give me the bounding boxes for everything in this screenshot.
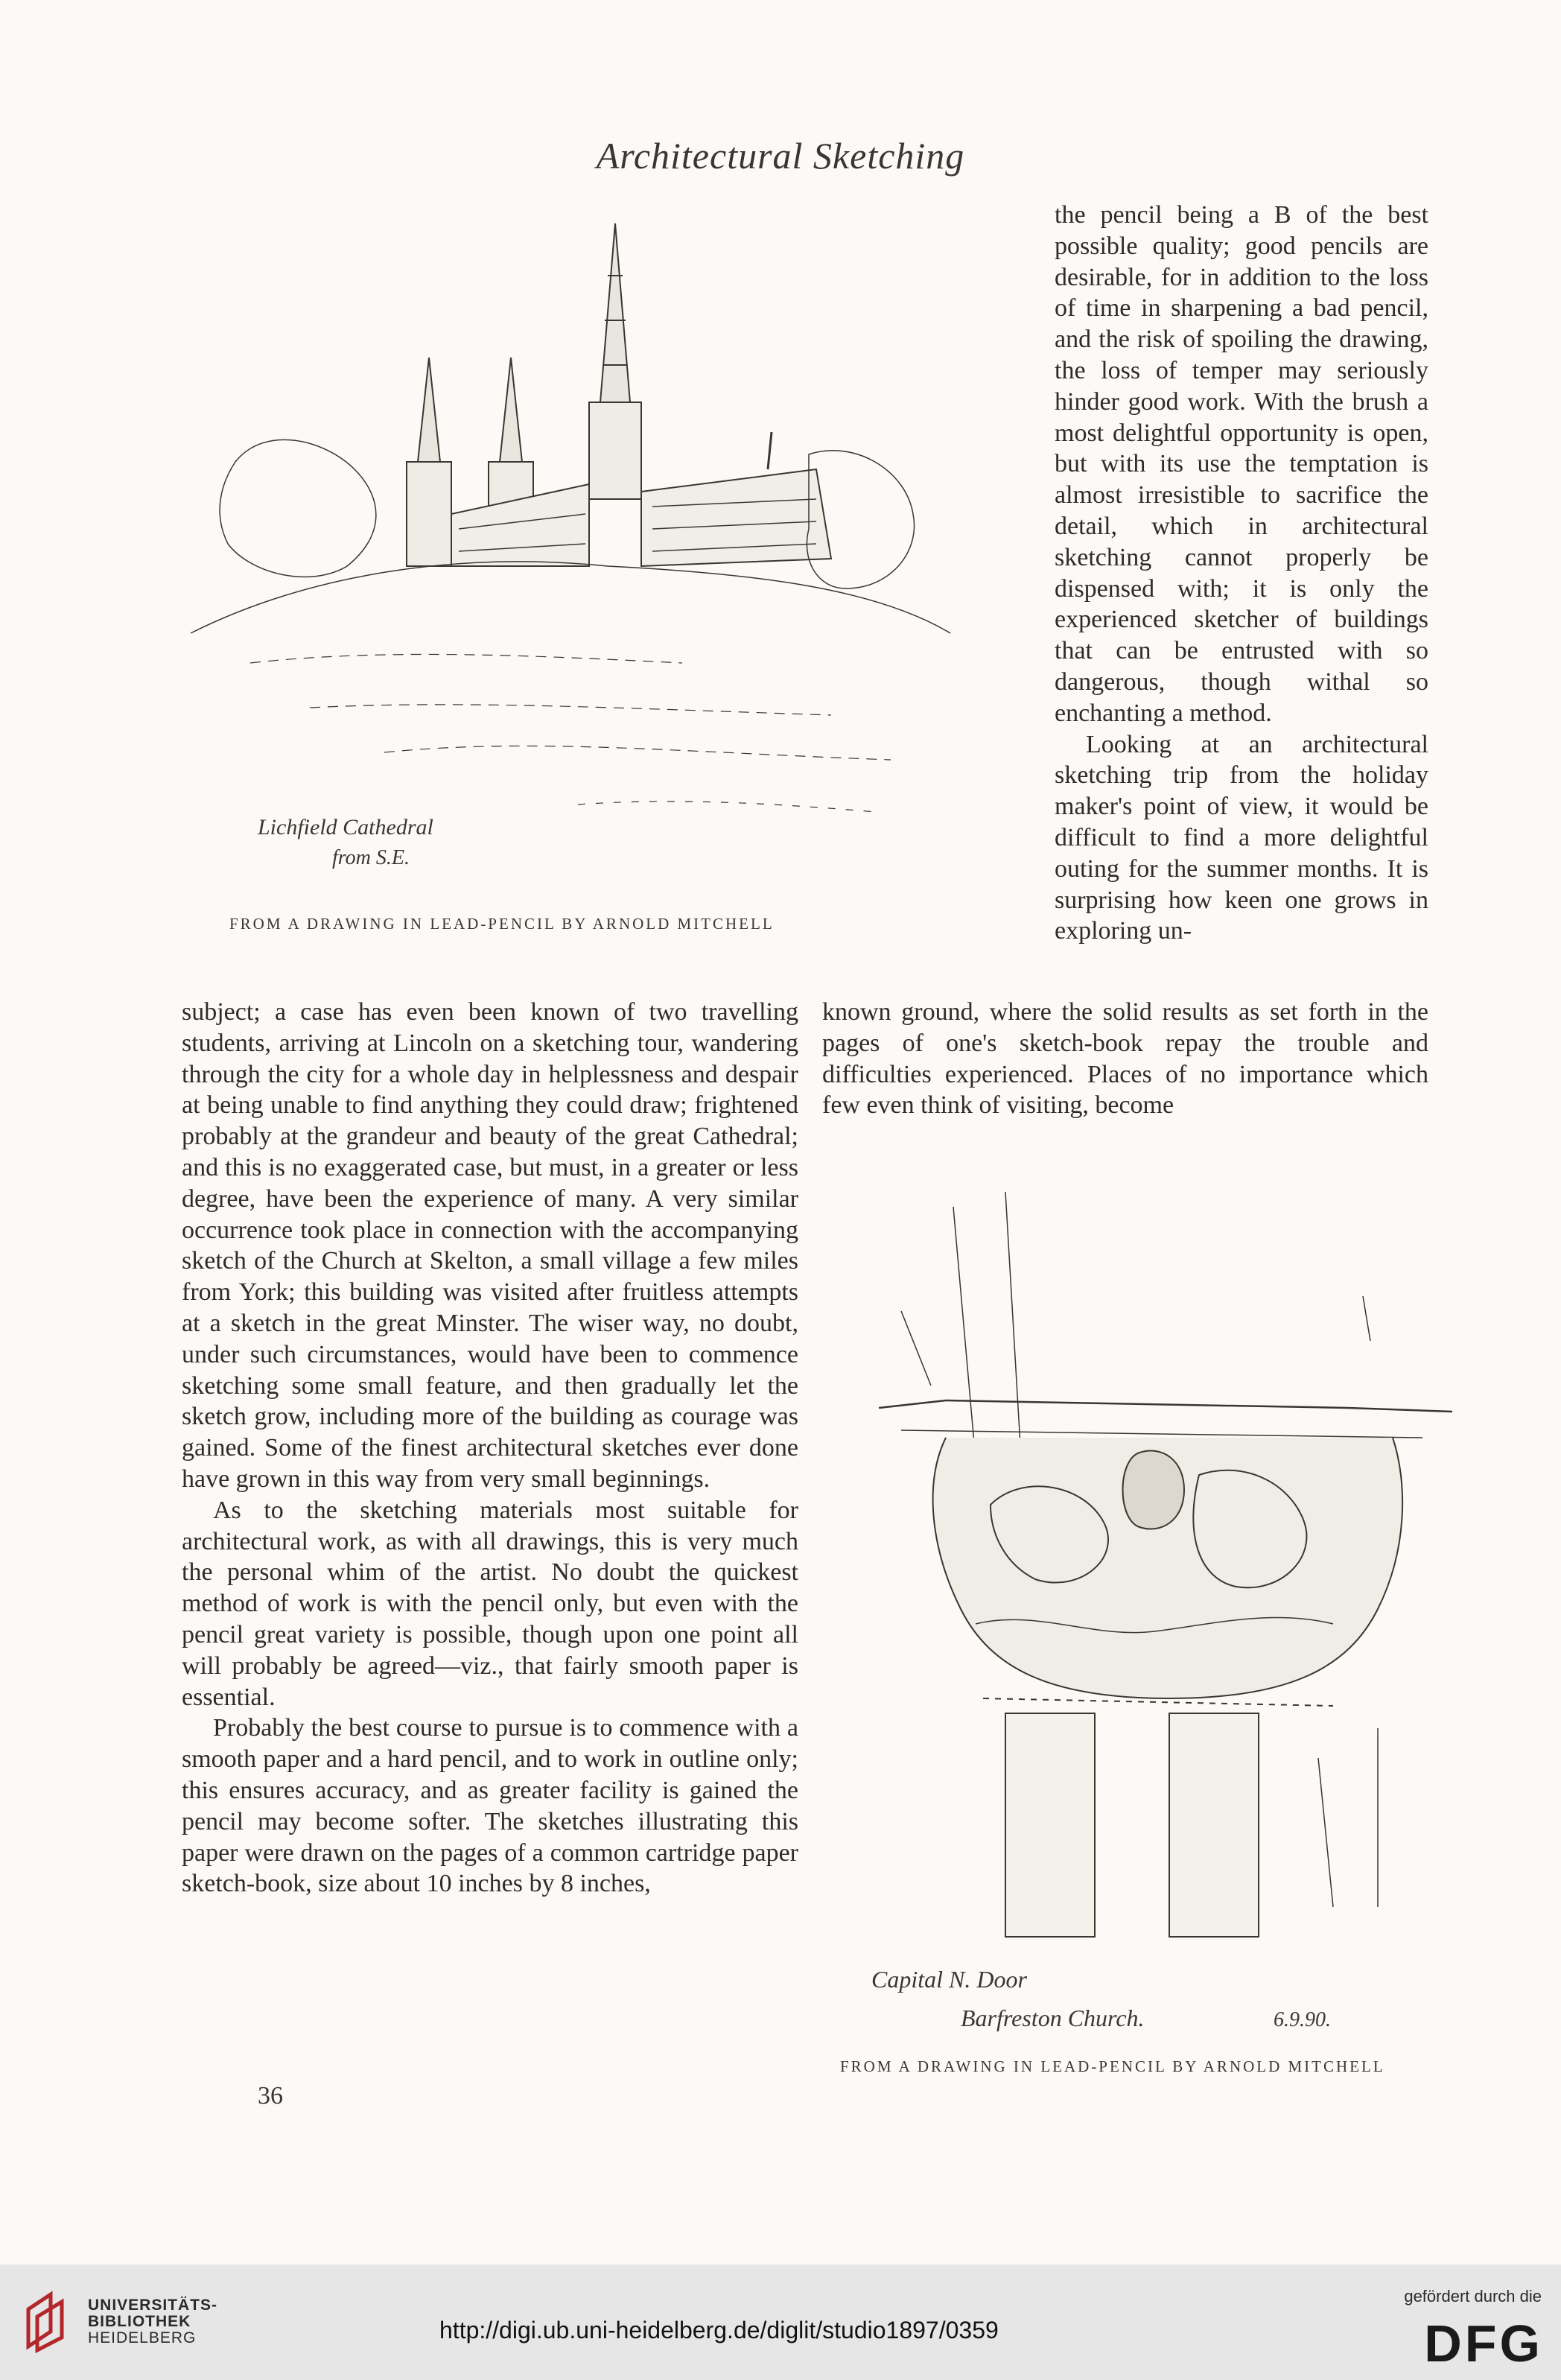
lichfield-cathedral-drawing xyxy=(161,216,965,886)
dfg-logo: DFG xyxy=(1424,2314,1543,2373)
permalink-url[interactable]: http://digi.ub.uni-heidelberg.de/diglit/studio1897/0359 xyxy=(439,2317,999,2343)
page-number: 36 xyxy=(258,2082,283,2110)
paragraph: Looking at an architectural sketching trip from the holiday maker's point of view, it would be difficult to find a more delightful outing for the summer months. It is surprising how keen one grows in exploring un- xyxy=(1055,730,1428,945)
capital-inscription-line1: Capital N. Door xyxy=(871,1966,1027,1993)
lichfield-inscription-line1: Lichfield Cathedral xyxy=(258,815,433,840)
capital-inscription-date: 6.9.90. xyxy=(1274,2008,1331,2031)
paragraph: Probably the best course to pursue is to commence with a smooth paper and a hard pencil, and to work in outline only; this ensures accuracy, and as greater facility is gained the pencil may become softer. The sketches illustrating this paper were drawn on the pages of a common cartridge paper sketch-book, size about 10 inches by 8 inches, xyxy=(182,1714,798,1898)
university-library-logo-icon xyxy=(21,2287,73,2354)
figure-caption-capital: FROM A DRAWING IN LEAD-PENCIL BY ARNOLD MITCHELL xyxy=(840,2057,1385,2075)
paragraph: the pencil being a B of the best possible quality; good pencils are desirable, for in addition to the loss of time in sharpening a bad pencil, and the risk of spoiling the drawing, the loss of temper may seriously hinder good work. With the brush a most delightful opportunity is open, but with its use the temptation is almost irresistible to sacrifice the detail, which in architectural sketching cannot properly be dispensed with; it is only the experienced sketcher of buildings that can be entrusted with so dangerous, though withal so enchanting a method. xyxy=(1055,201,1428,727)
paragraph: known ground, where the solid results as set forth in the pages of one's sketch-book repay the trouble and difficulties experienced. Places of no importance which few even think of visiting, become xyxy=(822,998,1428,1120)
paragraph: subject; a case has even been known of two travelling students, arriving at Lincoln on a sketching tour, wandering through the city for a whole day in helplessness and despair at being unable to find anything they could draw; frightened probably at the grandeur and beauty of the great Cathedral; and this is no exaggerated case, but must, in a greater or less degree, have been the experience of many. A very similar occurrence took place in connection with the accompanying sketch of the Church at Skelton, a small village a few miles from York; this building was visited after fruitless attempts at a sketch in the great Minster. The wiser way, no doubt, under such circumstances, would have been to commence sketching some small feature, and then gradually let the sketch grow, including more of the building as courage was gained. Some of the finest architectural sketches ever done have grown in this way from very small beginnings. xyxy=(182,998,798,1493)
funding-note: gefördert durch die xyxy=(1404,2287,1542,2306)
capital-inscription-line2: Barfreston Church. xyxy=(961,2005,1145,2031)
right-column-text xyxy=(1055,200,1428,947)
left-column-text xyxy=(182,997,798,1900)
running-title: Architectural Sketching xyxy=(596,135,965,177)
digitization-footer xyxy=(0,2265,1561,2380)
right-span-text xyxy=(822,997,1428,1121)
lichfield-inscription-line2: from S.E. xyxy=(332,846,410,869)
capital-drawing xyxy=(856,1162,1452,2056)
library-name: UNIVERSITÄTS- BIBLIOTHEK HEIDELBERG xyxy=(88,2297,218,2346)
paragraph: As to the sketching materials most suitable for architectural work, as with all drawings, this is very much the personal whim of the artist. No doubt the quickest method of work is with the pencil only, but even with the pencil great variety is possible, though upon one point all will probably be agreed—viz., that fairly smooth paper is essential. xyxy=(182,1496,798,1711)
figure-caption-lichfield: FROM A DRAWING IN LEAD-PENCIL BY ARNOLD MITCHELL xyxy=(229,915,775,933)
